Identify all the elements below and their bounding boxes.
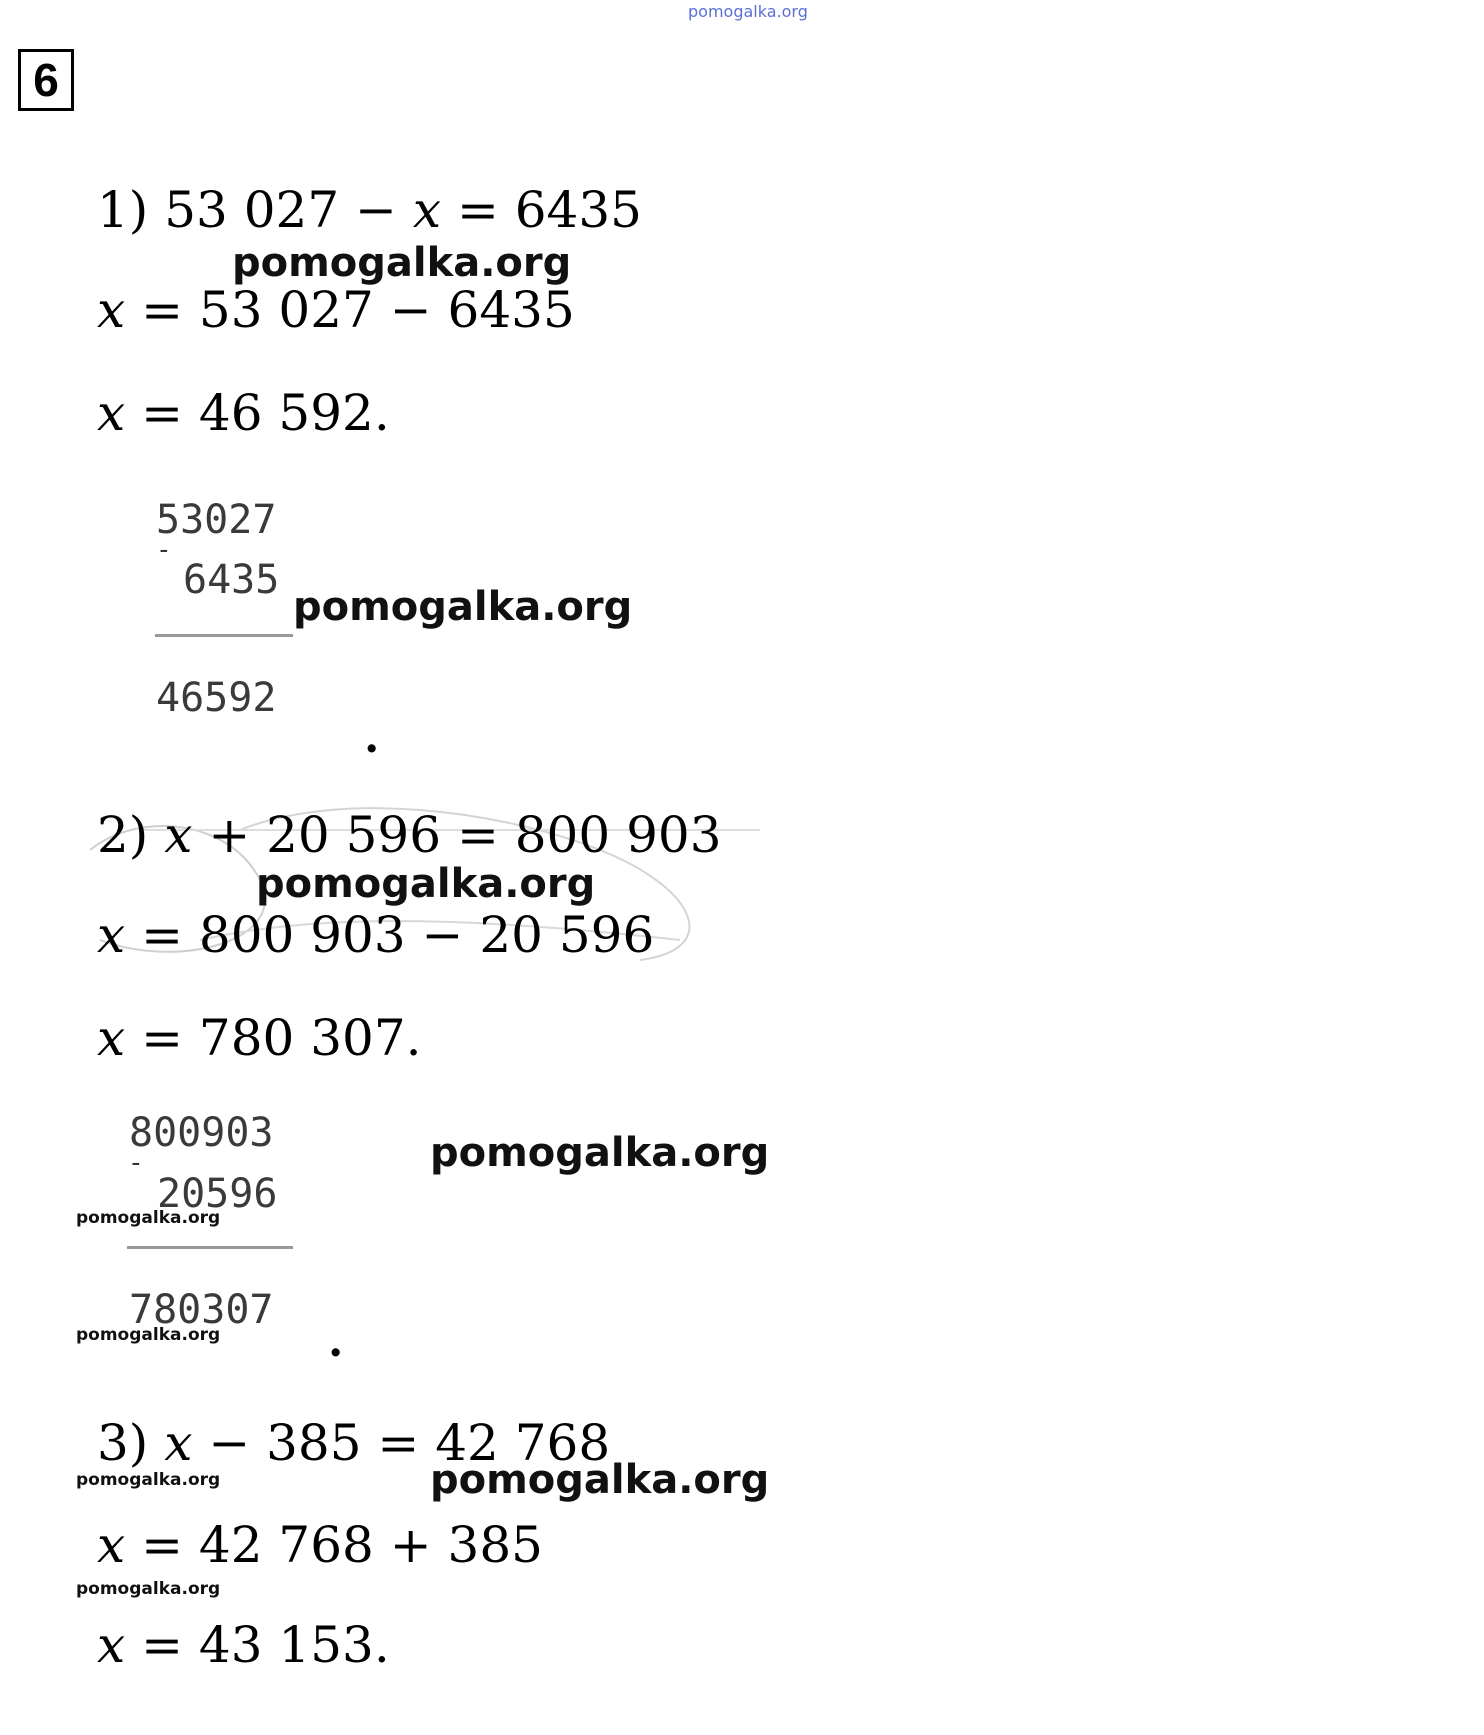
p2-answer-rest: = 780 307. bbox=[125, 1009, 422, 1067]
p2-answer bbox=[97, 1009, 422, 1067]
p3-step1-rest: = 42 768 + 385 bbox=[125, 1516, 543, 1574]
p2-equation-prefix: 2) bbox=[97, 806, 165, 864]
p1-step1-var: x bbox=[97, 281, 126, 339]
p2-trailing-dot: . bbox=[328, 1316, 344, 1367]
p3-equation-var: x bbox=[164, 1414, 193, 1472]
task-number-box bbox=[18, 49, 74, 111]
task-number: 6 bbox=[33, 54, 59, 106]
p2-step1-var: x bbox=[97, 906, 126, 964]
top-watermark: pomogalka.org bbox=[688, 2, 808, 21]
p3-equation-prefix: 3) bbox=[97, 1414, 165, 1472]
watermark-small: pomogalka.org bbox=[76, 1208, 221, 1228]
p1-trailing-dot: . bbox=[364, 712, 380, 763]
p2-equation-var: x bbox=[164, 806, 193, 864]
p2-equation-rest: + 20 596 = 800 903 bbox=[192, 806, 722, 864]
watermark-small: pomogalka.org bbox=[76, 1579, 221, 1599]
p1-column-top: 53027 bbox=[156, 497, 277, 543]
p1-step1 bbox=[97, 281, 575, 339]
p1-answer-var: x bbox=[97, 384, 126, 442]
p3-step1 bbox=[97, 1516, 543, 1574]
p1-equation-rest: = 6435 bbox=[441, 181, 642, 239]
p1-answer-rest: = 46 592. bbox=[125, 384, 390, 442]
p3-step1-var: x bbox=[97, 1516, 126, 1574]
p1-step1-rest: = 53 027 − 6435 bbox=[125, 281, 575, 339]
watermark: pomogalka.org bbox=[430, 1457, 770, 1503]
p1-column-bottom: 6435 bbox=[183, 557, 280, 603]
p2-step1-rest: = 800 903 − 20 596 bbox=[125, 906, 655, 964]
p3-answer-rest: = 43 153. bbox=[125, 1616, 390, 1674]
p2-column-top: 800903 bbox=[129, 1110, 274, 1156]
p1-column-result: 46592 bbox=[156, 675, 277, 721]
p1-answer bbox=[97, 384, 390, 442]
p2-equation bbox=[97, 806, 722, 864]
p3-equation-rest: − 385 = 42 768 bbox=[192, 1414, 611, 1472]
watermark: pomogalka.org bbox=[430, 1130, 770, 1176]
p3-answer-var: x bbox=[97, 1616, 126, 1674]
p1-column-rule bbox=[155, 634, 293, 637]
watermark-small: pomogalka.org bbox=[76, 1470, 221, 1490]
p2-column-rule bbox=[127, 1246, 293, 1249]
p2-column-minus: - bbox=[128, 1148, 144, 1178]
p1-equation-prefix: 1) 53 027 − bbox=[97, 181, 413, 239]
watermark-small: pomogalka.org bbox=[76, 1325, 221, 1345]
p2-column-result: 780307 bbox=[129, 1287, 274, 1333]
p3-answer bbox=[97, 1616, 390, 1674]
p1-equation-var: x bbox=[412, 181, 442, 239]
watermark: pomogalka.org bbox=[232, 240, 572, 286]
p1-equation bbox=[97, 181, 642, 239]
p1-column-minus: - bbox=[156, 535, 172, 565]
watermark: pomogalka.org bbox=[256, 861, 596, 907]
p2-column-bottom: 20596 bbox=[157, 1171, 278, 1217]
watermark: pomogalka.org bbox=[293, 584, 633, 630]
p2-step1 bbox=[97, 906, 655, 964]
p2-answer-var: x bbox=[97, 1009, 126, 1067]
